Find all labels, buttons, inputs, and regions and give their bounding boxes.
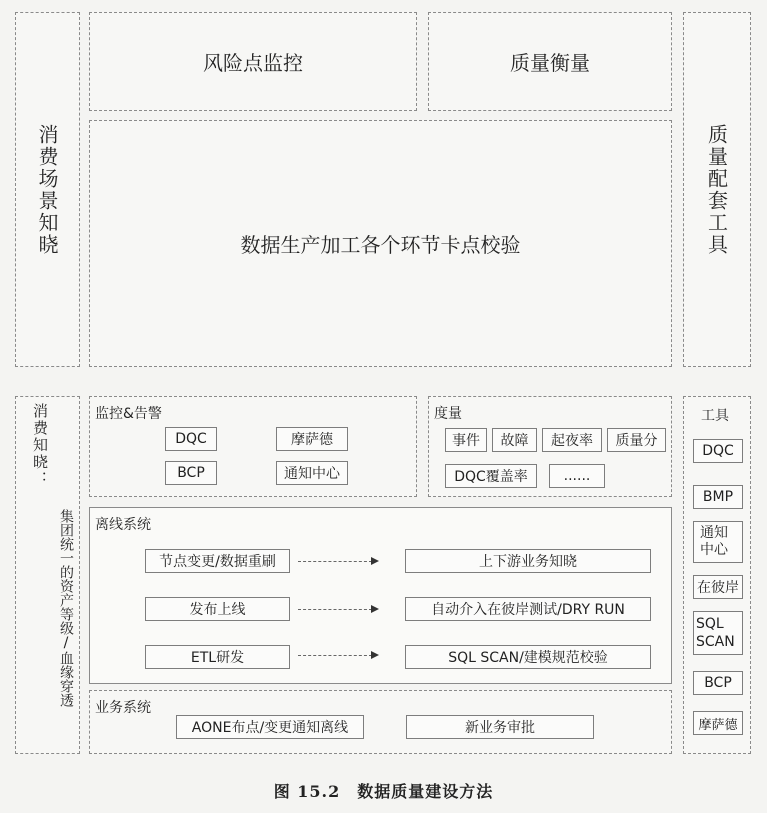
tool-notify-center-label: 通知中心 bbox=[700, 525, 728, 558]
consumer-scenario-panel bbox=[15, 12, 80, 367]
metric-night-wake-rate: 起夜率 bbox=[542, 428, 602, 452]
tool-bmp: BMP bbox=[693, 485, 743, 509]
consumer-awareness-subtitle: 集团统一的资产等级/血缘穿透 bbox=[58, 509, 74, 707]
offline-from-etl: ETL研发 bbox=[145, 645, 290, 669]
tool-notify-center bbox=[693, 521, 743, 563]
offline-to-upstream-aware: 上下游业务知晓 bbox=[405, 549, 651, 573]
tool-bcp: BCP bbox=[693, 671, 743, 695]
quality-measure-label: 质量衡量 bbox=[510, 51, 590, 75]
figure-caption: 图 15.2 数据质量建设方法 bbox=[273, 782, 494, 801]
metric-event: 事件 bbox=[445, 428, 487, 452]
tool-sql-scan-label: SQL SCAN bbox=[696, 616, 735, 650]
business-system-panel bbox=[89, 690, 672, 754]
consumer-awareness-title: 消费知晓： bbox=[31, 403, 49, 488]
metric-more: ...... bbox=[549, 464, 605, 488]
checkpoint-box bbox=[89, 120, 672, 367]
offline-system-title: 离线系统 bbox=[95, 517, 151, 533]
tool-mosad: 摩萨德 bbox=[693, 711, 743, 735]
monitor-item-notify-center: 通知中心 bbox=[276, 461, 348, 485]
offline-arrow-1 bbox=[298, 561, 372, 562]
checkpoint-label: 数据生产加工各个环节卡点校验 bbox=[240, 233, 521, 257]
consumer-awareness-panel bbox=[15, 396, 80, 754]
consumer-scenario-label: 消费场景知晓 bbox=[35, 123, 59, 256]
metrics-panel bbox=[428, 396, 672, 497]
tool-dqc: DQC bbox=[693, 439, 743, 463]
monitor-alert-title: 监控&告警 bbox=[95, 406, 162, 422]
tools-panel bbox=[683, 396, 751, 754]
tool-zaibian: 在彼岸 bbox=[693, 575, 743, 599]
quality-measure-box bbox=[428, 12, 672, 111]
metric-quality-score: 质量分 bbox=[607, 428, 666, 452]
quality-tools-label: 质量配套工具 bbox=[704, 123, 729, 256]
offline-from-release: 发布上线 bbox=[145, 597, 290, 621]
offline-arrow-3 bbox=[298, 655, 372, 656]
offline-arrow-2 bbox=[298, 609, 372, 610]
risk-monitor-box bbox=[89, 12, 417, 111]
business-aone-notify: AONE布点/变更通知离线 bbox=[176, 715, 364, 739]
tool-sql-scan bbox=[693, 611, 743, 655]
quality-tools-panel bbox=[683, 12, 751, 367]
offline-to-sql-scan: SQL SCAN/建模规范校验 bbox=[405, 645, 651, 669]
offline-from-node-change: 节点变更/数据重刷 bbox=[145, 549, 290, 573]
metrics-title: 度量 bbox=[434, 406, 462, 422]
monitor-item-mosad: 摩萨德 bbox=[276, 427, 348, 451]
business-system-title: 业务系统 bbox=[95, 700, 151, 716]
business-new-approval: 新业务审批 bbox=[406, 715, 594, 739]
tools-title: 工具 bbox=[701, 408, 729, 424]
offline-to-auto-test: 自动介入在彼岸测试/DRY RUN bbox=[405, 597, 651, 621]
metric-dqc-coverage: DQC覆盖率 bbox=[445, 464, 537, 488]
offline-system-panel bbox=[89, 507, 672, 684]
risk-monitor-label: 风险点监控 bbox=[203, 51, 303, 75]
monitor-item-bcp: BCP bbox=[165, 461, 217, 485]
monitor-item-dqc: DQC bbox=[165, 427, 217, 451]
monitor-alert-panel bbox=[89, 396, 417, 497]
metric-failure: 故障 bbox=[492, 428, 537, 452]
